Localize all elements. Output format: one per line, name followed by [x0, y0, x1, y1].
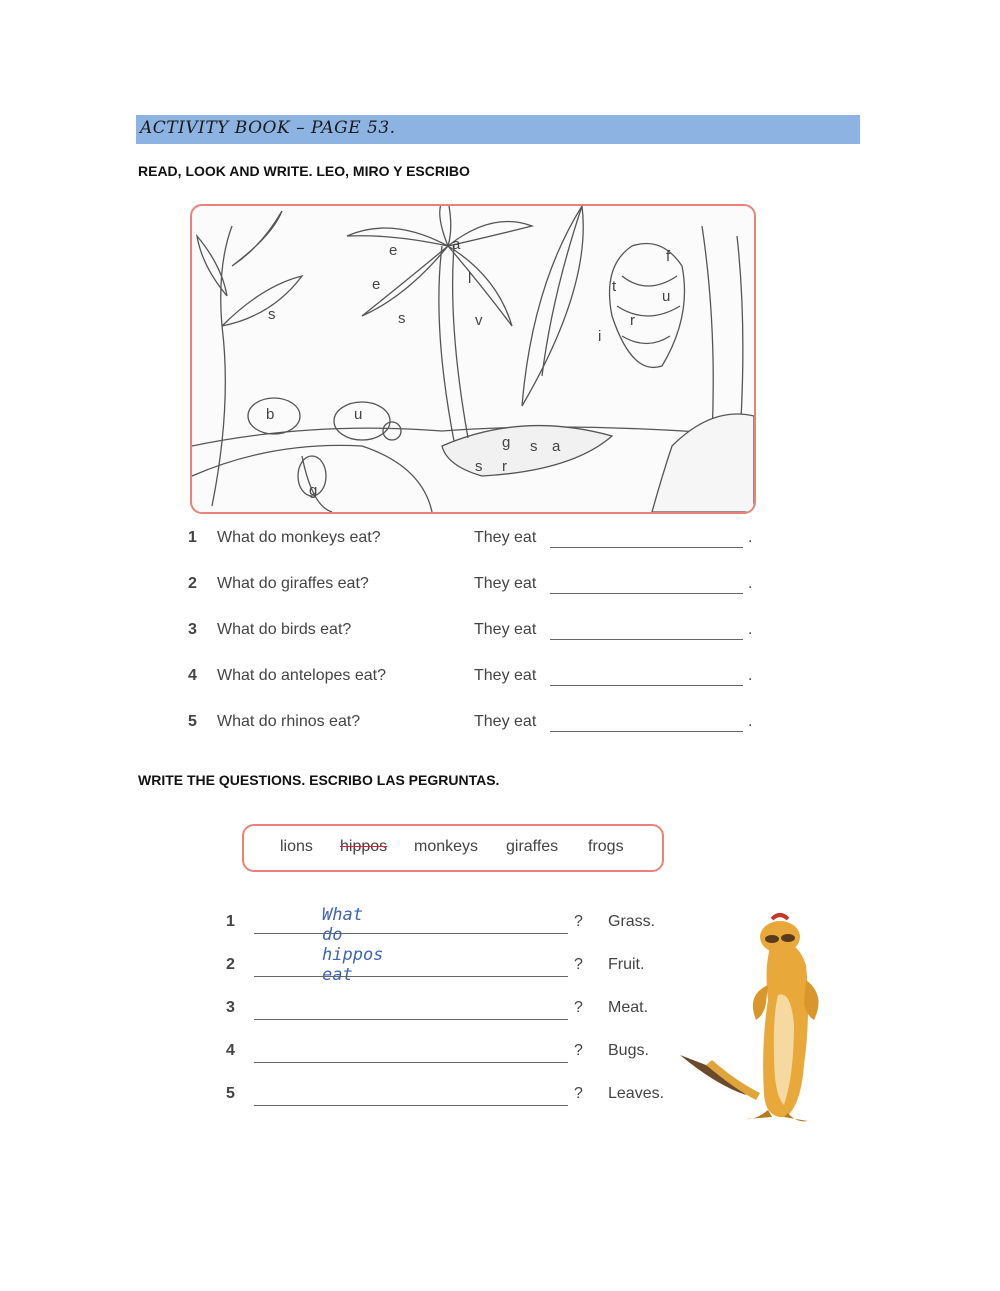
answer-blank[interactable]	[550, 639, 743, 640]
question-number: 4	[188, 667, 197, 684]
word-item: lions	[280, 838, 313, 855]
given-answer: Grass.	[608, 913, 656, 930]
word-item: giraffes	[506, 838, 559, 855]
hidden-letter: s	[475, 458, 483, 475]
question-number: 1	[188, 529, 197, 546]
hidden-letter: t	[612, 278, 617, 295]
hidden-letter: v	[475, 312, 483, 329]
question-blank[interactable]	[254, 976, 568, 977]
row-number: 1	[226, 913, 235, 930]
given-answer: Fruit.	[608, 956, 645, 973]
hidden-letter: u	[662, 288, 671, 305]
hidden-letter: u	[354, 406, 363, 423]
answer-prefix: They eat	[474, 621, 537, 638]
hidden-letter: b	[266, 406, 275, 423]
hidden-letter: s	[530, 438, 538, 455]
question-mark: ?	[574, 913, 583, 930]
instruction-read-look-write: READ, LOOK AND WRITE. LEO, MIRO Y ESCRIBO	[138, 163, 470, 179]
question-text: What do monkeys eat?	[217, 529, 381, 546]
row-number: 5	[226, 1085, 235, 1102]
question-number: 2	[188, 575, 197, 592]
answer-blank[interactable]	[550, 685, 743, 686]
word-item: frogs	[588, 838, 624, 855]
hidden-letter: a	[452, 236, 461, 253]
question-mark: ?	[574, 1042, 583, 1059]
question-text: What do giraffes eat?	[217, 575, 369, 592]
question-number: 3	[188, 621, 197, 638]
question-text: What do birds eat?	[217, 621, 352, 638]
question-mark: ?	[574, 999, 583, 1016]
answer-end: .	[748, 667, 753, 684]
hidden-letter: e	[372, 276, 381, 293]
answer-blank[interactable]	[550, 593, 743, 594]
hidden-letter: i	[598, 328, 602, 345]
answer-blank[interactable]	[550, 731, 743, 732]
question-blank[interactable]	[254, 933, 568, 934]
row-number: 2	[226, 956, 235, 973]
answer-end: .	[748, 713, 753, 730]
meerkat-illustration	[676, 905, 852, 1125]
hidden-letter: e	[389, 242, 398, 259]
jungle-picture	[190, 204, 756, 514]
answer-prefix: They eat	[474, 713, 537, 730]
answer-end: .	[748, 575, 753, 592]
question-mark: ?	[574, 1085, 583, 1102]
hidden-letter: s	[268, 306, 276, 323]
hidden-letter: a	[552, 438, 561, 455]
answer-blank[interactable]	[550, 547, 743, 548]
word-item-crossed: hippos	[340, 838, 388, 855]
question-number: 5	[188, 713, 197, 730]
answer-end: .	[748, 621, 753, 638]
question-blank[interactable]	[254, 1105, 568, 1106]
question-mark: ?	[574, 956, 583, 973]
hidden-letter: f	[666, 248, 671, 265]
question-blank[interactable]	[254, 1062, 568, 1063]
hidden-letter: r	[502, 458, 507, 475]
title-bar	[136, 115, 860, 144]
example-answer: What do hippos eat	[322, 905, 384, 985]
question-blank[interactable]	[254, 1019, 568, 1020]
question-text: What do antelopes eat?	[217, 667, 387, 684]
row-number: 3	[226, 999, 235, 1016]
answer-prefix: They eat	[474, 575, 537, 592]
given-answer: Meat.	[608, 999, 649, 1016]
hidden-letter: r	[630, 312, 635, 329]
answer-prefix: They eat	[474, 529, 537, 546]
hidden-letter: g	[309, 482, 318, 499]
given-answer: Bugs.	[608, 1042, 649, 1059]
hidden-letter: l	[468, 270, 472, 287]
row-number: 4	[226, 1042, 235, 1059]
question-text: What do rhinos eat?	[217, 713, 361, 730]
hidden-letter: g	[502, 434, 511, 451]
word-item: monkeys	[414, 838, 479, 855]
hidden-letter: s	[398, 310, 406, 327]
instruction-write-questions: WRITE THE QUESTIONS. ESCRIBO LAS PEGRUNTAS.	[138, 772, 500, 788]
answer-end: .	[748, 529, 753, 546]
answer-prefix: They eat	[474, 667, 537, 684]
word-bank	[242, 824, 664, 872]
given-answer: Leaves.	[608, 1085, 665, 1102]
page-title: ACTIVITY BOOK – PAGE 53.	[140, 118, 396, 138]
